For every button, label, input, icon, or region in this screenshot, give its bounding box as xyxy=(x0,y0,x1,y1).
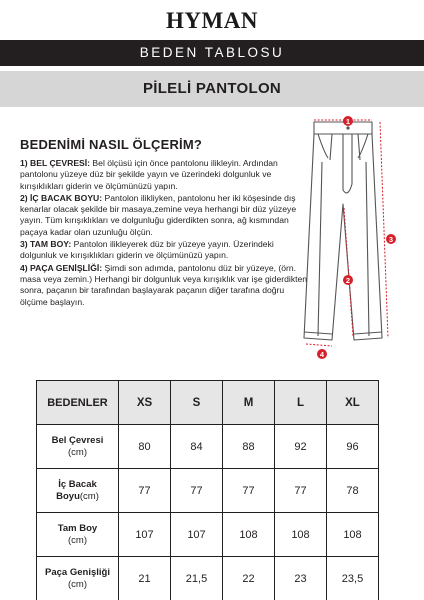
table-row xyxy=(37,557,379,600)
step-4-text: Şimdi son adımda, pantolonu düz bir yüzeye, (örn. masa veya zemin.) Herhangi bir dolgunluk veya kırışıklık var işe giderdikten sonra, paçanın bir tarafından başlayarak paçanın diğer tarafına doğru ölçüme başlayın. xyxy=(20,262,308,307)
table-cell: 77 xyxy=(119,469,171,513)
row-unit: (cm) xyxy=(68,446,87,458)
step-1 xyxy=(20,158,308,192)
step-2-head: 2) İÇ BACAK BOYU: xyxy=(20,192,103,203)
product-title: PİLELİ PANTOLON xyxy=(0,71,424,107)
table-cell: 108 xyxy=(327,513,379,557)
header-label: BEDENLER xyxy=(37,381,119,425)
row-name: İç Bacak Boyu xyxy=(56,478,97,502)
table-cell: 21,5 xyxy=(171,557,223,600)
waist-button-icon xyxy=(346,126,349,129)
brand-logo: HYMAN xyxy=(166,8,258,33)
row-name: Tam Boy xyxy=(57,522,98,534)
row-label xyxy=(37,425,119,469)
svg-text:3: 3 xyxy=(388,234,394,244)
row-unit: (cm) xyxy=(68,534,87,546)
table-cell: 23,5 xyxy=(327,557,379,600)
size-table-wrapper xyxy=(36,380,379,600)
size-m: M xyxy=(223,381,275,425)
step-1-head: 1) BEL ÇEVRESİ: xyxy=(20,158,91,168)
step-4-head: 4) PAÇA GENİŞLİĞİ: xyxy=(20,262,103,273)
row-unit: (cm) xyxy=(79,490,99,502)
table-cell: 92 xyxy=(275,425,327,469)
row-label xyxy=(37,469,119,513)
trousers-diagram xyxy=(296,112,420,374)
row-name: Paça Genişliği xyxy=(45,566,110,578)
marker-3 xyxy=(386,234,396,244)
row-unit: (cm) xyxy=(68,578,87,590)
size-chart-banner: BEDEN TABLOSU xyxy=(0,40,424,66)
marker-4 xyxy=(317,349,327,359)
row-name: Bel Çevresi xyxy=(51,434,104,446)
table-cell: 84 xyxy=(171,425,223,469)
table-cell: 21 xyxy=(119,557,171,600)
table-cell: 88 xyxy=(223,425,275,469)
table-header-row xyxy=(37,381,379,425)
table-cell: 80 xyxy=(119,425,171,469)
size-xs: XS xyxy=(119,381,171,425)
trousers-outline xyxy=(304,122,382,340)
table-cell: 108 xyxy=(275,513,327,557)
marker-2 xyxy=(343,275,353,285)
step-2-text: Pantolon ilikliyken, pantolonu her iki köşesinde dış kenarlar olacak şekilde bir masaya,zemine veya herhangi bir düz yüzeye yayın. Tüm kırışıklıkları ve dolgunluğu giderdikten sonra, ağ kısmından paçaya kadar olan uzunluğu ölçün. xyxy=(20,192,297,237)
table-row xyxy=(37,469,379,513)
row-label xyxy=(37,557,119,600)
table-cell: 77 xyxy=(171,469,223,513)
table-cell: 107 xyxy=(171,513,223,557)
measuring-instructions xyxy=(20,137,308,309)
step-2 xyxy=(20,193,308,238)
step-4 xyxy=(20,263,308,308)
size-s: S xyxy=(171,381,223,425)
table-cell: 77 xyxy=(223,469,275,513)
step-1-text: Bel ölçüsü için önce pantolonu ilikleyin. Ardından pantolonu yüzeye düz bir şekilde yayın ve üzerindeki dolgunluk ve kırışıklıkları giderin ve ölçümünüzü yapın. xyxy=(20,158,278,191)
instructions-title: BEDENİMİ NASIL ÖLÇERİM? xyxy=(20,137,203,152)
row-label xyxy=(37,513,119,557)
table-cell: 22 xyxy=(223,557,275,600)
svg-text:1: 1 xyxy=(345,116,351,126)
size-table xyxy=(36,380,379,600)
marker-1 xyxy=(343,116,353,126)
size-xl: XL xyxy=(327,381,379,425)
table-cell: 108 xyxy=(223,513,275,557)
svg-text:4: 4 xyxy=(319,349,325,359)
table-cell: 23 xyxy=(275,557,327,600)
size-l: L xyxy=(275,381,327,425)
step-3-head: 3) TAM BOY: xyxy=(20,239,72,250)
table-cell: 77 xyxy=(275,469,327,513)
table-cell: 78 xyxy=(327,469,379,513)
table-row xyxy=(37,425,379,469)
table-row xyxy=(37,513,379,557)
step-3-text: Pantolon ilikleyerek düz bir yüzeye yayın. Üzerindeki dolgunluk ve kırışıklıkları giderin ve ölçümünüzü yapın. xyxy=(20,239,274,261)
table-cell: 107 xyxy=(119,513,171,557)
table-cell: 96 xyxy=(327,425,379,469)
step-3 xyxy=(20,239,308,262)
svg-text:2: 2 xyxy=(345,275,351,285)
